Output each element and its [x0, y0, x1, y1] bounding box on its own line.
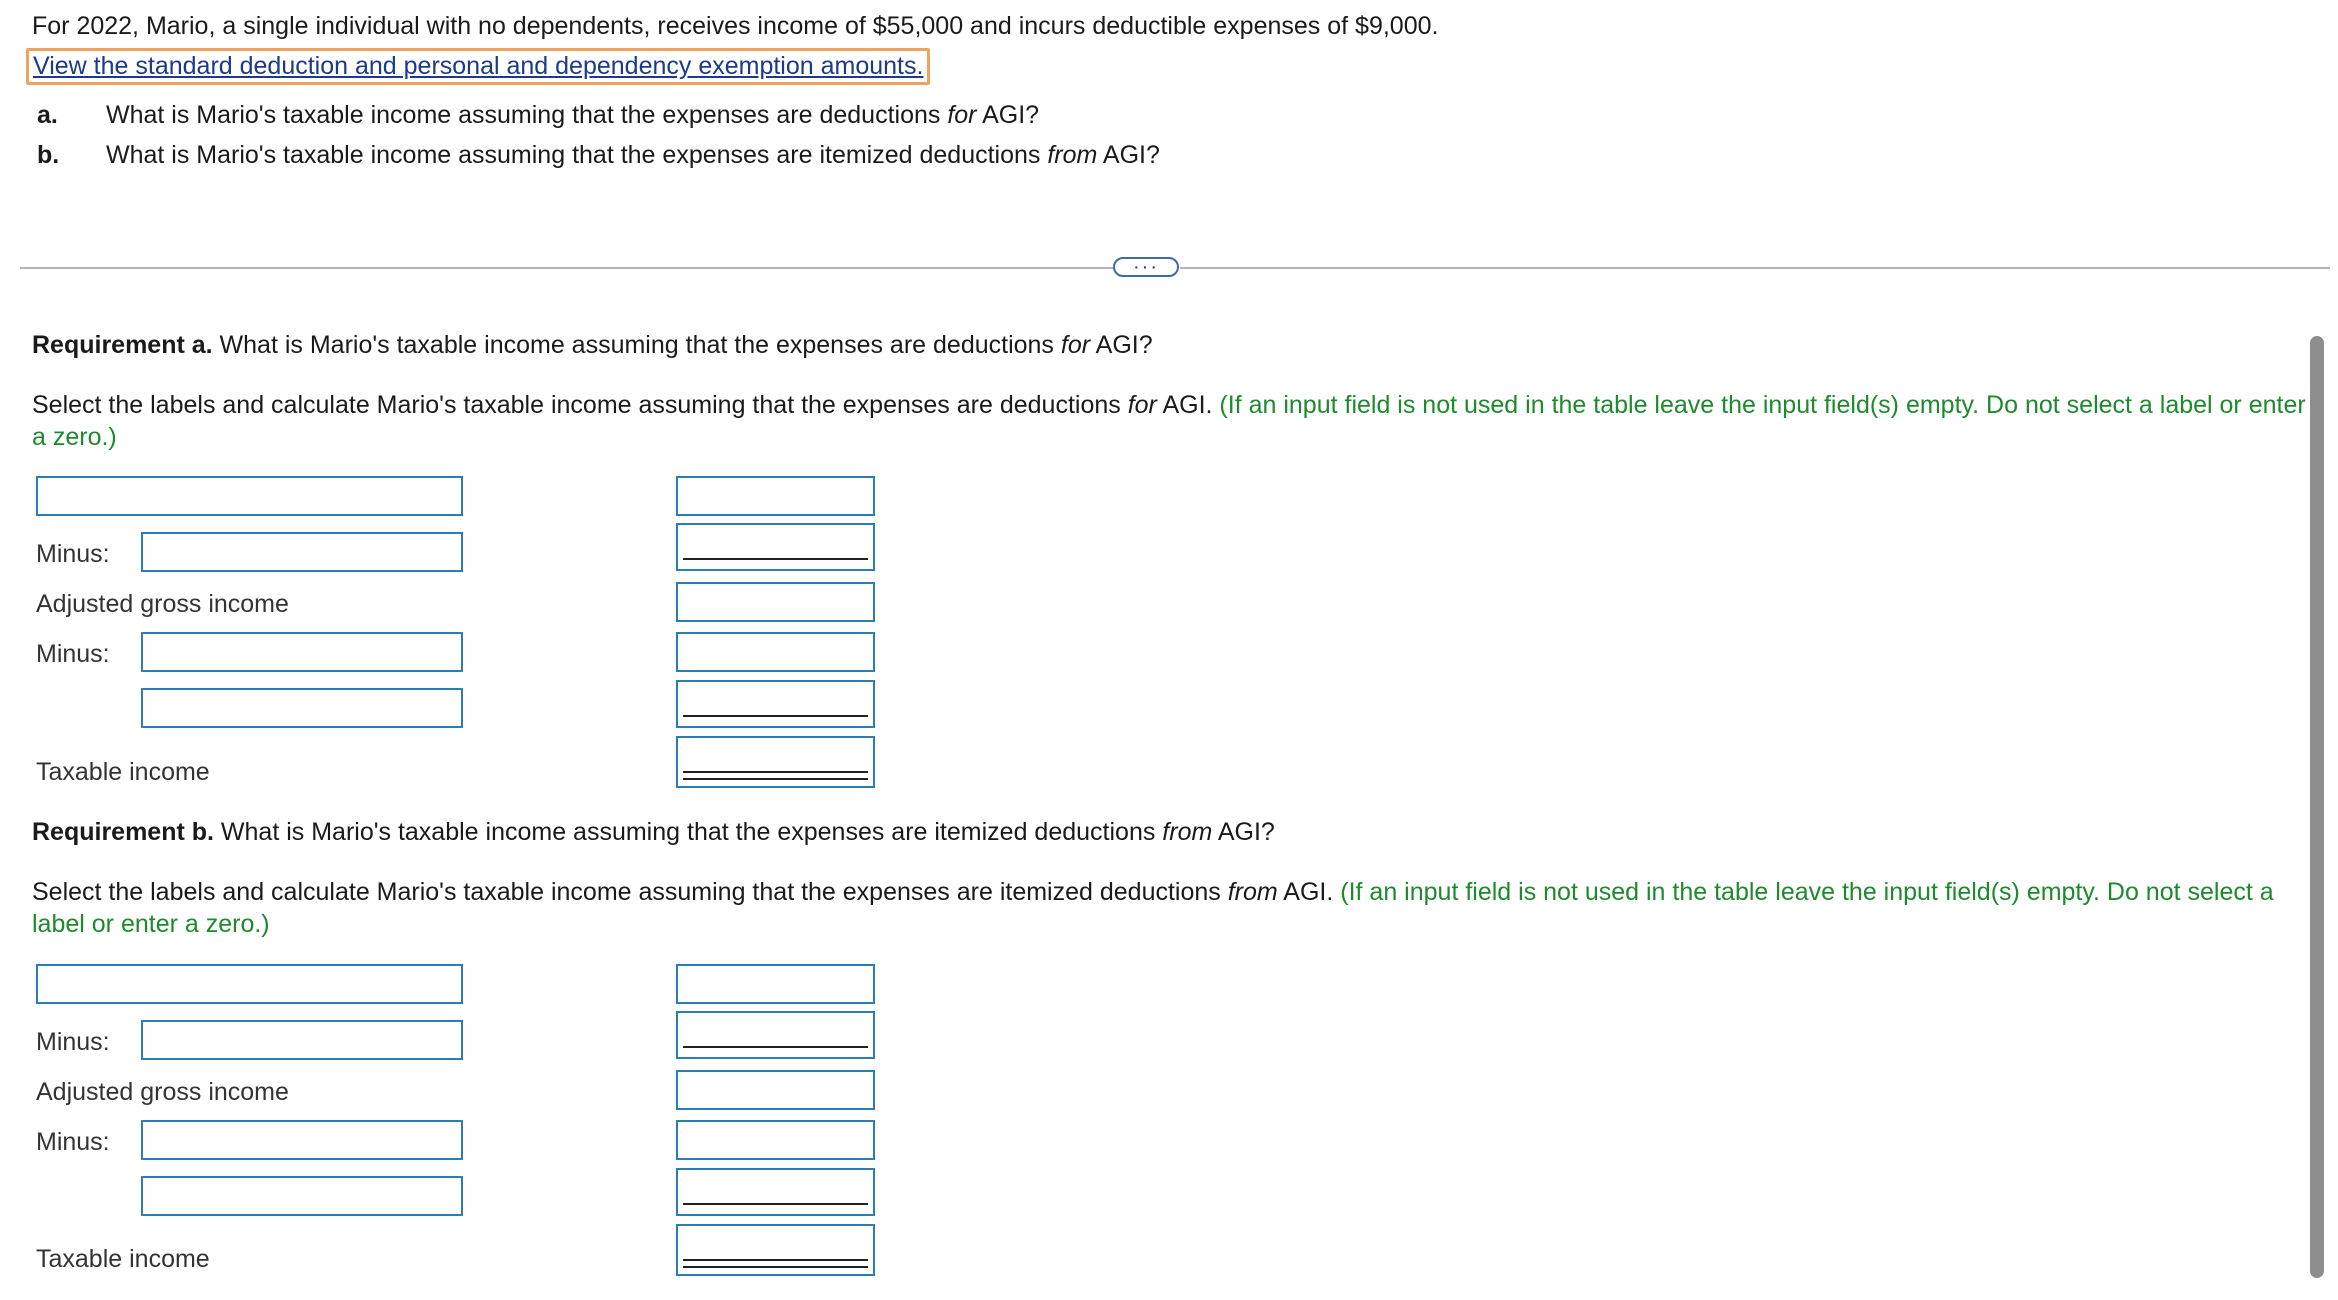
req-b-amount-5[interactable]	[676, 1168, 875, 1216]
divider-left	[20, 267, 1113, 269]
req-b-agi-label: Adjusted gross income	[36, 1078, 289, 1106]
req-b-amount-4[interactable]	[676, 1120, 875, 1160]
req-a-amount-1[interactable]	[676, 476, 875, 516]
req-b-taxable-label: Taxable income	[36, 1245, 210, 1273]
double-underline-bottom	[683, 1266, 868, 1268]
req-b-row2-label-select[interactable]	[141, 1020, 463, 1060]
req-a-amount-4[interactable]	[676, 632, 875, 672]
req-b-hint: (If an input field is not used in the table leave the input field(s) empty. Do not select a label or enter a zero.)	[32, 878, 2274, 938]
req-b-amount-taxable[interactable]	[676, 1224, 875, 1276]
req-a-minus1-label: Minus:	[36, 540, 110, 568]
req-a-amount-agi[interactable]	[676, 582, 875, 622]
req-b-amount-2[interactable]	[676, 1011, 875, 1059]
standard-deduction-link[interactable]: View the standard deduction and personal and dependency exemption amounts.	[33, 52, 924, 80]
single-underline	[683, 558, 868, 560]
req-a-hint: (If an input field is not used in the table leave the input field(s) empty. Do not select a label or enter a zero.)	[32, 391, 2306, 451]
req-b-minus1-label: Minus:	[36, 1028, 110, 1056]
req-a-amount-2[interactable]	[676, 523, 875, 571]
double-underline-bottom	[683, 778, 868, 780]
req-b-row1-label-select[interactable]	[36, 964, 463, 1004]
req-a-instructions: Select the labels and calculate Mario's taxable income assuming that the expenses are deductions for AGI. (If an input field is not used in the table leave the input field(s) empty. Do not select a label or enter a zero.)	[32, 391, 2306, 451]
req-a-row1-label-select[interactable]	[36, 476, 463, 516]
req-b-amount-1[interactable]	[676, 964, 875, 1004]
double-underline-top	[683, 1259, 868, 1261]
req-a-row5-label-select[interactable]	[141, 688, 463, 728]
req-a-row4-label-select[interactable]	[141, 632, 463, 672]
req-a-amount-taxable[interactable]	[676, 736, 875, 788]
req-a-agi-label: Adjusted gross income	[36, 590, 289, 618]
req-a-amount-5[interactable]	[676, 680, 875, 728]
req-b-row5-label-select[interactable]	[141, 1176, 463, 1216]
double-underline-top	[683, 771, 868, 773]
req-b-minus2-label: Minus:	[36, 1128, 110, 1156]
standard-deduction-link-highlight[interactable]	[26, 48, 930, 85]
req-a-taxable-label: Taxable income	[36, 758, 210, 786]
question-a-label: a.	[37, 101, 58, 129]
vertical-scrollbar[interactable]	[2310, 336, 2324, 1278]
question-b-text: What is Mario's taxable income assuming that the expenses are itemized deductions from AGI?	[106, 141, 1160, 169]
req-b-title: Requirement b. What is Mario's taxable income assuming that the expenses are itemized deductions from AGI?	[32, 818, 1275, 846]
question-a-text: What is Mario's taxable income assuming that the expenses are deductions for AGI?	[106, 101, 1040, 129]
expand-more-button[interactable]: ···	[1113, 257, 1179, 277]
single-underline	[683, 1046, 868, 1048]
req-a-minus2-label: Minus:	[36, 640, 110, 668]
single-underline	[683, 1203, 868, 1205]
req-b-instructions: Select the labels and calculate Mario's taxable income assuming that the expenses are itemized deductions from AGI. (If an input field is not used in the table leave the input field(s) empty. Do not select a label or enter a zero.)	[32, 878, 2274, 938]
req-a-row2-label-select[interactable]	[141, 532, 463, 572]
req-a-title: Requirement a. What is Mario's taxable income assuming that the expenses are deductions for AGI?	[32, 331, 1153, 359]
req-b-row4-label-select[interactable]	[141, 1120, 463, 1160]
divider-right	[1180, 267, 2330, 269]
req-b-amount-agi[interactable]	[676, 1070, 875, 1110]
single-underline	[683, 715, 868, 717]
problem-intro: For 2022, Mario, a single individual with no dependents, receives income of $55,000 and incurs deductible expenses of $9,000.	[32, 12, 1439, 40]
question-b-label: b.	[37, 141, 60, 169]
